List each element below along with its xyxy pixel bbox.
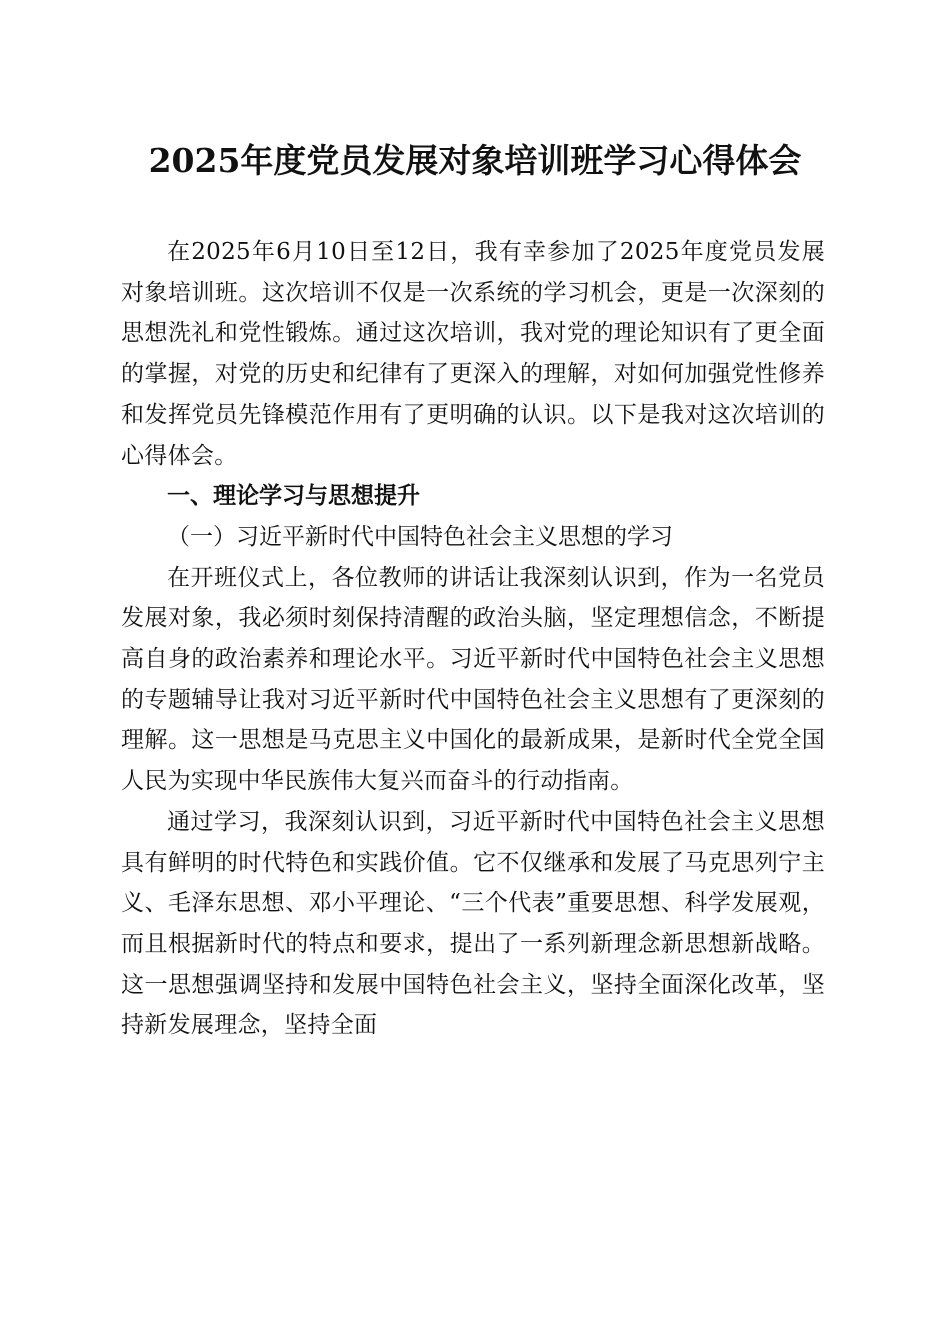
intro-paragraph: 在2025年6月10日至12日，我有幸参加了2025年度党员发展对象培训班。这次培训不仅是一次系统的学习机会，更是一次深刻的思想洗礼和党性锻炼。通过这次培训，我对党的理论知识有了更全面的掌握，对党的历史和纪律有了更深入的理解，对如何加强党性修养和发挥党员先锋模范作用有了更明确的认识。以下是我对这次培训的心得体会。 xyxy=(121,239,825,469)
subsection-heading: （一）习近平新时代中国特色社会主义思想的学习 xyxy=(167,523,673,550)
body-paragraph-1: 在开班仪式上，各位教师的讲话让我深刻认识到，作为一名党员发展对象，我必须时刻保持清醒的政治头脑，坚定理想信念，不断提高自身的政治素养和理论水平。习近平新时代中国特色社会主义思想的专题辅导让我对习近平新时代中国特色社会主义思想有了更深刻的理解。这一思想是马克思主义中国化的最新成果，是新时代全党全国人民为实现中华民族伟大复兴而奋斗的行动指南。 xyxy=(121,564,825,795)
body-paragraph-2: 通过学习，我深刻认识到，习近平新时代中国特色社会主义思想具有鲜明的时代特色和实践价值。它不仅继承和发展了马克思列宁主义、毛泽东思想、邓小平理论、“三个代表”重要思想、科学发展观，而且根据新时代的特点和要求，提出了一系列新理念新思想新战略。这一思想强调坚持和发展中国特色社会主义，坚持全面深化改革，坚持新发展理念，坚持全面 xyxy=(121,808,825,1039)
document-title: 2025年度党员发展对象培训班学习心得体会 xyxy=(148,141,802,180)
document-body xyxy=(121,232,825,1046)
section-heading: 一、理论学习与思想提升 xyxy=(167,483,420,510)
